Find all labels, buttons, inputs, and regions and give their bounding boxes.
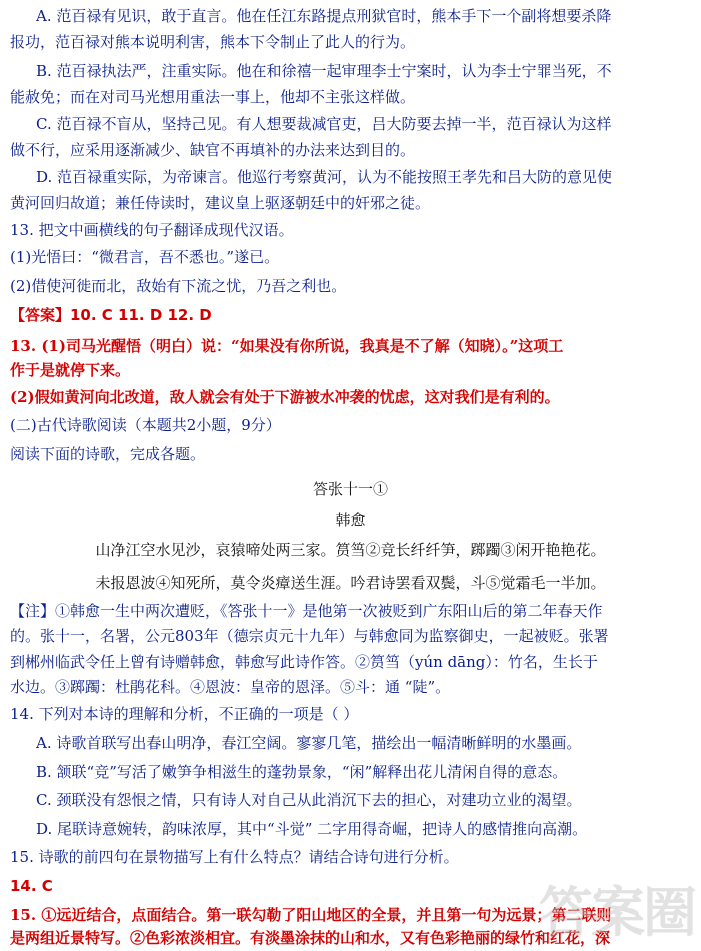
note-line-3: 到郴州临武令任上曾有诗赠韩愈，韩愈写此诗作答。②筼筜（yún dāng）：竹名，生长于 [10,653,598,671]
question-14-option-b: B. 颔联“竞”写活了嫩笋争相滋生的蓬勃景象，“闲”解释出花儿清闲自得的意态。 [36,763,568,781]
instruction: 阅读下面的诗歌，完成各题。 [10,445,206,463]
option-c-line-1: C. 范百禄不盲从，坚持己见。有人想要裁减官吏，吕大防要去掉一半，范百禄认为这样 [36,115,612,133]
question-13: 13. 把文中画横线的句子翻译成现代汉语。 [10,221,294,239]
answer-14: 14. C [10,877,53,895]
note-line-2: 的。张十一，名署，公元803年（德宗贞元十九年）与韩愈同为监察御史，一起被贬。张署 [10,627,609,645]
poem-line-2: 未报恩波④知死所，莫令炎瘴送生涯。吟君诗罢看双鬓，斗⑤觉霜毛一半加。 [95,574,606,592]
question-15: 15. 诗歌的前四句在景物描写上有什么特点？请结合诗句进行分析。 [10,848,459,866]
answer-15-line-1: 15. ①远近结合，点面结合。第一联勾勒了阳山地区的全景，并且第一句为远景；第二联则 [10,906,612,924]
answer-13-line-1: 13. (1)司马光醒悟（明白）说：“如果没有你所说，我真是不了解（知晓）。”这项工 [10,337,564,355]
option-b-line-1: B. 范百禄执法严，注重实际。他在和徐禧一起审理李士宁案时，认为李士宁罪当死，不 [36,62,612,80]
answer-10-12: 【答案】10. C 11. D 12. D [10,306,212,324]
note-line-4: 水边。③踯躅：杜鹃花科。④恩波：皇帝的恩泽。⑤斗：通 “陡”。 [10,678,451,696]
option-b-line-2: 能赦免；而在对司马光想用重法一事上，他却不主张这样做。 [10,88,416,106]
question-14-option-a: A. 诗歌首联写出春山明净，春江空阔。寥寥几笔，描绘出一幅清晰鲜明的水墨画。 [36,734,582,752]
question-14-option-d: D. 尾联诗意婉转，韵味浓厚，其中“斗觉” 二字用得奇崛，把诗人的感情推向高潮。 [36,820,588,838]
question-13-part-1: (1)光悟曰：“微君言，吾不悉也。”遂已。 [10,248,280,266]
answer-13-line-2: 作于是就停下来。 [10,361,131,379]
poem-author: 韩愈 [335,511,366,529]
option-a-line-1: A. 范百禄有见识，敢于直言。他在任江东路提点刑狱官时，熊本手下一个副将想要杀降 [36,7,612,25]
option-d-line-2: 黄河回归故道；兼任侍读时，建议皇上驱逐朝廷中的奸邪之徒。 [10,194,431,212]
watermark-logo: 答案圈 [539,881,695,944]
note-line-1: 【注】①韩愈一生中两次遭贬，《答张十一》是他第一次被贬到广东阳山后的第二年春天作 [10,602,603,620]
answer-13-line-3: (2)假如黄河向北改道，敌人就会有处于下游被水冲袭的忧虑，这对我们是有利的。 [10,388,560,406]
answer-15-line-2: 是两组近景特写。②色彩浓淡相宜。有淡墨涂抹的山和水，又有色彩艳丽的绿竹和红花，深 [10,929,611,947]
question-14-option-c: C. 颈联没有怨恨之情，只有诗人对自己从此消沉下去的担心，对建功立业的渴望。 [36,791,582,809]
poem-title: 答张十一① [312,480,388,498]
question-13-part-2: (2)借使河徙而北，敌始有下流之忧，乃吾之利也。 [10,277,347,295]
option-a-line-2: 报功，范百禄对熊本说明利害，熊本下令制止了此人的行为。 [10,33,416,51]
option-d-line-1: D. 范百禄重实际，为帝谏言。他巡行考察黄河，认为不能按照王孝先和吕大防的意见使 [36,168,613,186]
section-heading: (二)古代诗歌阅读（本题共2小题，9分） [10,416,281,434]
poem-line-1: 山净江空水见沙，哀猿啼处两三家。筼筜②竞长纤纤笋，踯躅③闲开艳艳花。 [95,541,606,559]
option-c-line-2: 做不行，应采用逐渐减少、缺官不再填补的办法来达到目的。 [10,141,416,159]
question-14: 14. 下列对本诗的理解和分析，不正确的一项是（ ） [10,705,359,723]
